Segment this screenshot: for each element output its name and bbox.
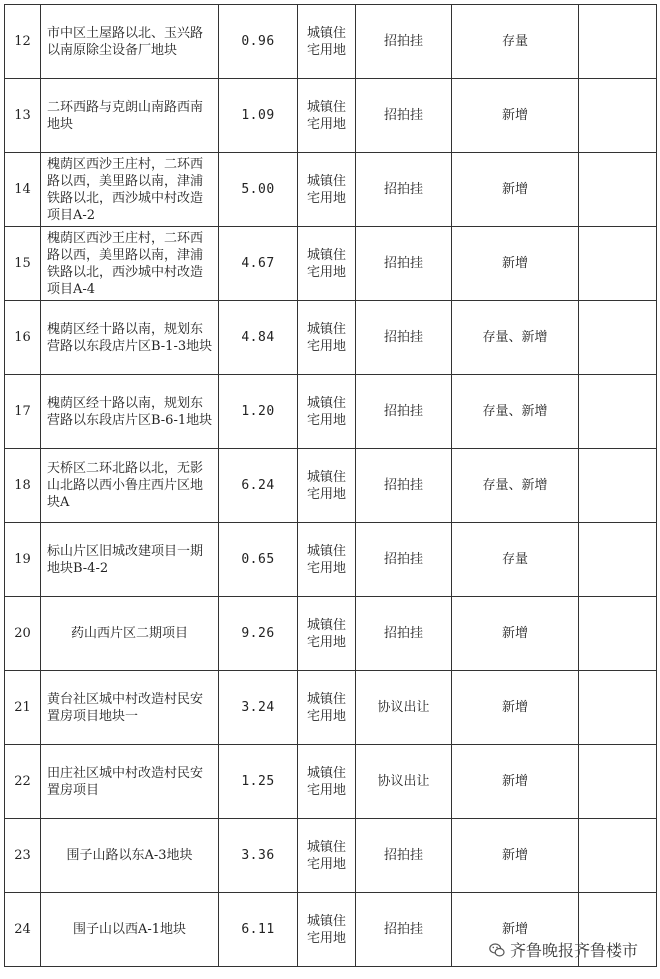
row-number-cell: 16 [5,301,41,375]
row-number-cell: 24 [5,893,41,967]
table-row [5,819,657,893]
parcel-location-cell: 黄台社区城中村改造村民安置房项目地块一 [41,671,219,745]
parcel-area-cell: 1.25 [219,745,298,819]
table-row [5,449,657,523]
supply-method-cell: 招拍挂 [356,153,452,227]
parcel-area-cell: 6.11 [219,893,298,967]
land-use-cell: 城镇住宅用地 [298,893,356,967]
remarks-cell [579,227,657,301]
remarks-cell [579,301,657,375]
land-use-cell: 城镇住宅用地 [298,745,356,819]
table-row [5,79,657,153]
table-row [5,301,657,375]
supply-method-cell: 招拍挂 [356,79,452,153]
supply-method-cell: 招拍挂 [356,375,452,449]
table-body [5,5,657,967]
parcel-location-cell: 药山西片区二期项目 [41,597,219,671]
table-row [5,5,657,79]
remarks-cell [579,5,657,79]
land-type-cell: 新增 [452,893,579,967]
parcel-location-cell: 槐荫区经十路以南，规划东营路以东段店片区B-6-1地块 [41,375,219,449]
supply-method-cell: 招拍挂 [356,449,452,523]
table-row [5,153,657,227]
land-use-cell: 城镇住宅用地 [298,819,356,893]
remarks-cell [579,523,657,597]
parcel-location-cell: 天桥区二环北路以北，无影山北路以西小鲁庄西片区地块A [41,449,219,523]
remarks-cell [579,153,657,227]
supply-method-cell: 招拍挂 [356,5,452,79]
parcel-area-cell: 0.96 [219,5,298,79]
row-number-cell: 22 [5,745,41,819]
supply-method-cell: 招拍挂 [356,893,452,967]
land-type-cell: 新增 [452,745,579,819]
remarks-cell [579,745,657,819]
parcel-area-cell: 6.24 [219,449,298,523]
land-use-cell: 城镇住宅用地 [298,79,356,153]
parcel-area-cell: 1.20 [219,375,298,449]
supply-method-cell: 协议出让 [356,745,452,819]
parcel-location-cell: 标山片区旧城改建项目一期地块B-4-2 [41,523,219,597]
land-type-cell: 存量 [452,523,579,597]
parcel-location-cell: 槐荫区经十路以南，规划东营路以东段店片区B-1-3地块 [41,301,219,375]
remarks-cell [579,79,657,153]
land-use-cell: 城镇住宅用地 [298,5,356,79]
table-row [5,597,657,671]
land-use-cell: 城镇住宅用地 [298,375,356,449]
row-number-cell: 23 [5,819,41,893]
table-row [5,745,657,819]
parcel-location-cell: 二环西路与克朗山南路西南地块 [41,79,219,153]
land-type-cell: 新增 [452,597,579,671]
land-use-cell: 城镇住宅用地 [298,597,356,671]
land-type-cell: 存量、新增 [452,301,579,375]
land-type-cell: 新增 [452,671,579,745]
parcel-area-cell: 4.84 [219,301,298,375]
land-type-cell: 存量、新增 [452,449,579,523]
row-number-cell: 13 [5,79,41,153]
supply-method-cell: 招拍挂 [356,819,452,893]
land-type-cell: 存量 [452,5,579,79]
land-use-cell: 城镇住宅用地 [298,227,356,301]
parcel-location-cell: 田庄社区城中村改造村民安置房项目 [41,745,219,819]
row-number-cell: 17 [5,375,41,449]
supply-method-cell: 招拍挂 [356,227,452,301]
remarks-cell [579,671,657,745]
parcel-location-cell: 市中区土屋路以北、玉兴路以南原除尘设备厂地块 [41,5,219,79]
row-number-cell: 18 [5,449,41,523]
parcel-area-cell: 4.67 [219,227,298,301]
land-type-cell: 新增 [452,79,579,153]
remarks-cell [579,375,657,449]
watermark [489,938,638,961]
row-number-cell: 12 [5,5,41,79]
supply-method-cell: 招拍挂 [356,597,452,671]
land-use-cell: 城镇住宅用地 [298,153,356,227]
remarks-cell [579,449,657,523]
land-type-cell: 新增 [452,819,579,893]
watermark-text: 齐鲁晚报齐鲁楼市 [509,941,638,960]
parcel-area-cell: 1.09 [219,79,298,153]
land-use-cell: 城镇住宅用地 [298,671,356,745]
parcel-area-cell: 0.65 [219,523,298,597]
parcel-area-cell: 3.36 [219,819,298,893]
parcel-area-cell: 5.00 [219,153,298,227]
parcel-location-cell: 槐荫区西沙王庄村，二环西路以西，美里路以南，津浦铁路以北，西沙城中村改造项目A-2 [41,153,219,227]
table-row [5,375,657,449]
land-supply-table [4,4,657,967]
row-number-cell: 20 [5,597,41,671]
parcel-location-cell: 围子山路以东A-3地块 [41,819,219,893]
table-row [5,523,657,597]
supply-method-cell: 招拍挂 [356,523,452,597]
land-type-cell: 存量、新增 [452,375,579,449]
land-use-cell: 城镇住宅用地 [298,449,356,523]
parcel-location-cell: 槐荫区西沙王庄村，二环西路以西，美里路以南，津浦铁路以北，西沙城中村改造项目A-4 [41,227,219,301]
parcel-location-cell: 围子山以西A-1地块 [41,893,219,967]
table-row [5,671,657,745]
row-number-cell: 19 [5,523,41,597]
wechat-icon [489,942,505,958]
row-number-cell: 14 [5,153,41,227]
remarks-cell [579,819,657,893]
land-use-cell: 城镇住宅用地 [298,523,356,597]
land-use-cell: 城镇住宅用地 [298,301,356,375]
parcel-area-cell: 3.24 [219,671,298,745]
table-row [5,227,657,301]
land-type-cell: 新增 [452,153,579,227]
land-type-cell: 新增 [452,227,579,301]
row-number-cell: 21 [5,671,41,745]
row-number-cell: 15 [5,227,41,301]
parcel-area-cell: 9.26 [219,597,298,671]
supply-method-cell: 招拍挂 [356,301,452,375]
supply-method-cell: 协议出让 [356,671,452,745]
remarks-cell [579,597,657,671]
